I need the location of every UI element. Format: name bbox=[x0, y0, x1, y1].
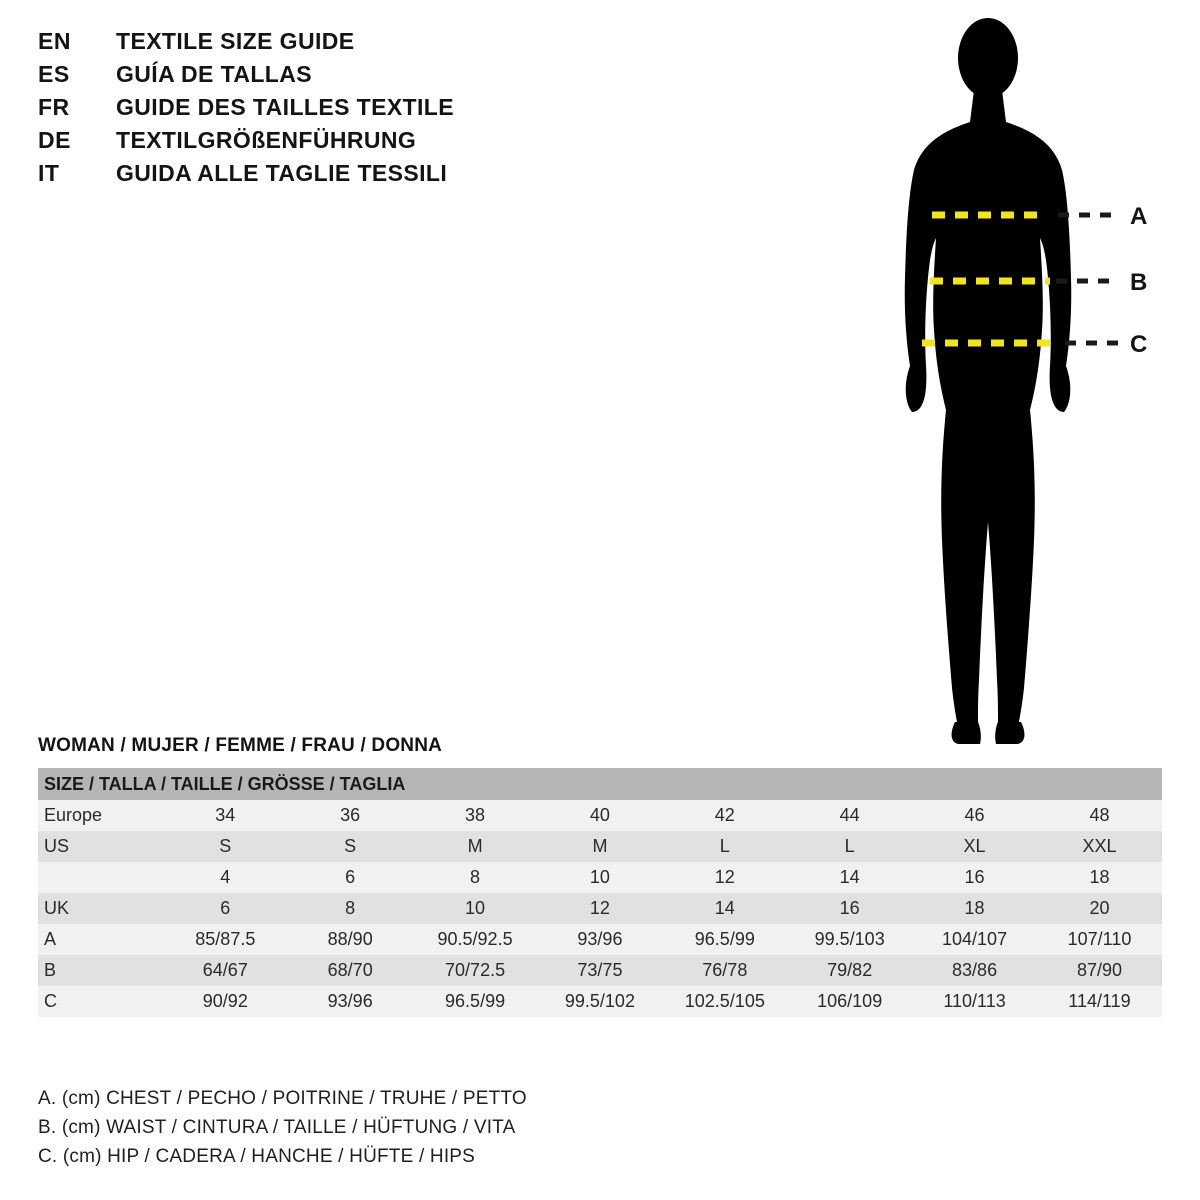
measurement-legend bbox=[38, 1088, 938, 1175]
cell: M bbox=[538, 831, 663, 862]
size-table-section bbox=[38, 735, 1162, 1017]
row-label: C bbox=[38, 986, 163, 1017]
cell: 4 bbox=[163, 862, 288, 893]
cell: 93/96 bbox=[538, 924, 663, 955]
cell: 46 bbox=[912, 800, 1037, 831]
cell: 64/67 bbox=[163, 955, 288, 986]
cell: 106/109 bbox=[787, 986, 912, 1017]
language-code: IT bbox=[38, 160, 60, 186]
cell: 99.5/103 bbox=[787, 924, 912, 955]
measure-label-a: A bbox=[1130, 203, 1148, 230]
cell: 14 bbox=[787, 862, 912, 893]
cell: 70/72.5 bbox=[413, 955, 538, 986]
language-title-block bbox=[38, 28, 658, 193]
language-row bbox=[38, 160, 658, 193]
table-row bbox=[38, 831, 1162, 862]
cell: 34 bbox=[163, 800, 288, 831]
language-title: TEXTILGRÖßENFÜHRUNG bbox=[116, 127, 417, 153]
cell: 16 bbox=[912, 862, 1037, 893]
size-table bbox=[38, 768, 1162, 1017]
cell: 16 bbox=[787, 893, 912, 924]
measure-label-c: C bbox=[1130, 331, 1148, 358]
table-row bbox=[38, 955, 1162, 986]
table-row bbox=[38, 986, 1162, 1017]
table-header-row bbox=[38, 768, 1162, 800]
cell: 12 bbox=[538, 893, 663, 924]
cell: 44 bbox=[787, 800, 912, 831]
cell: 96.5/99 bbox=[662, 924, 787, 955]
language-row bbox=[38, 28, 658, 61]
cell: 18 bbox=[912, 893, 1037, 924]
table-row bbox=[38, 862, 1162, 893]
cell: 96.5/99 bbox=[413, 986, 538, 1017]
language-code: DE bbox=[38, 127, 71, 153]
language-row bbox=[38, 127, 658, 160]
table-row bbox=[38, 924, 1162, 955]
cell: 90/92 bbox=[163, 986, 288, 1017]
cell: 104/107 bbox=[912, 924, 1037, 955]
cell: 12 bbox=[662, 862, 787, 893]
language-title: GUIDA ALLE TAGLIE TESSILI bbox=[116, 160, 448, 186]
row-label: A bbox=[38, 924, 163, 955]
cell: S bbox=[288, 831, 413, 862]
cell: 20 bbox=[1037, 893, 1162, 924]
language-code: EN bbox=[38, 28, 71, 54]
cell: 6 bbox=[288, 862, 413, 893]
cell: 110/113 bbox=[912, 986, 1037, 1017]
cell: XXL bbox=[1037, 831, 1162, 862]
row-label bbox=[38, 862, 163, 893]
cell: 99.5/102 bbox=[538, 986, 663, 1017]
cell: 83/86 bbox=[912, 955, 1037, 986]
cell: 38 bbox=[413, 800, 538, 831]
language-row bbox=[38, 94, 658, 127]
cell: 40 bbox=[538, 800, 663, 831]
body-figure bbox=[860, 10, 1190, 750]
language-title: TEXTILE SIZE GUIDE bbox=[116, 28, 355, 54]
cell: 73/75 bbox=[538, 955, 663, 986]
cell: 68/70 bbox=[288, 955, 413, 986]
legend-line-a: A. (cm) CHEST / PECHO / POITRINE / TRUHE / PETTO bbox=[38, 1088, 527, 1109]
cell: 14 bbox=[662, 893, 787, 924]
cell: L bbox=[662, 831, 787, 862]
language-title: GUÍA DE TALLAS bbox=[116, 61, 312, 87]
cell: 10 bbox=[538, 862, 663, 893]
cell: XL bbox=[912, 831, 1037, 862]
table-header-label: SIZE / TALLA / TAILLE / GRÖSSE / TAGLIA bbox=[38, 768, 1162, 800]
legend-line-b: B. (cm) WAIST / CINTURA / TAILLE / HÜFTUNG / VITA bbox=[38, 1117, 516, 1138]
cell: 18 bbox=[1037, 862, 1162, 893]
language-code: FR bbox=[38, 94, 70, 120]
cell: L bbox=[787, 831, 912, 862]
cell: 6 bbox=[163, 893, 288, 924]
row-label: UK bbox=[38, 893, 163, 924]
cell: 90.5/92.5 bbox=[413, 924, 538, 955]
cell: 88/90 bbox=[288, 924, 413, 955]
cell: 85/87.5 bbox=[163, 924, 288, 955]
cell: S bbox=[163, 831, 288, 862]
language-row bbox=[38, 61, 658, 94]
cell: 93/96 bbox=[288, 986, 413, 1017]
cell: 114/119 bbox=[1037, 986, 1162, 1017]
cell: 102.5/105 bbox=[662, 986, 787, 1017]
language-code: ES bbox=[38, 61, 70, 87]
cell: 8 bbox=[413, 862, 538, 893]
cell: 107/110 bbox=[1037, 924, 1162, 955]
table-row bbox=[38, 893, 1162, 924]
cell: 36 bbox=[288, 800, 413, 831]
cell: 42 bbox=[662, 800, 787, 831]
row-label: Europe bbox=[38, 800, 163, 831]
cell: 10 bbox=[413, 893, 538, 924]
cell: 8 bbox=[288, 893, 413, 924]
section-title: WOMAN / MUJER / FEMME / FRAU / DONNA bbox=[38, 735, 443, 756]
cell: 76/78 bbox=[662, 955, 787, 986]
measure-label-b: B bbox=[1130, 269, 1148, 296]
legend-line-c: C. (cm) HIP / CADERA / HANCHE / HÜFTE / HIPS bbox=[38, 1146, 476, 1167]
row-label: B bbox=[38, 955, 163, 986]
cell: M bbox=[413, 831, 538, 862]
language-title: GUIDE DES TAILLES TEXTILE bbox=[116, 94, 454, 120]
row-label: US bbox=[38, 831, 163, 862]
cell: 48 bbox=[1037, 800, 1162, 831]
female-silhouette-icon bbox=[860, 10, 1190, 750]
table-row bbox=[38, 800, 1162, 831]
cell: 87/90 bbox=[1037, 955, 1162, 986]
cell: 79/82 bbox=[787, 955, 912, 986]
